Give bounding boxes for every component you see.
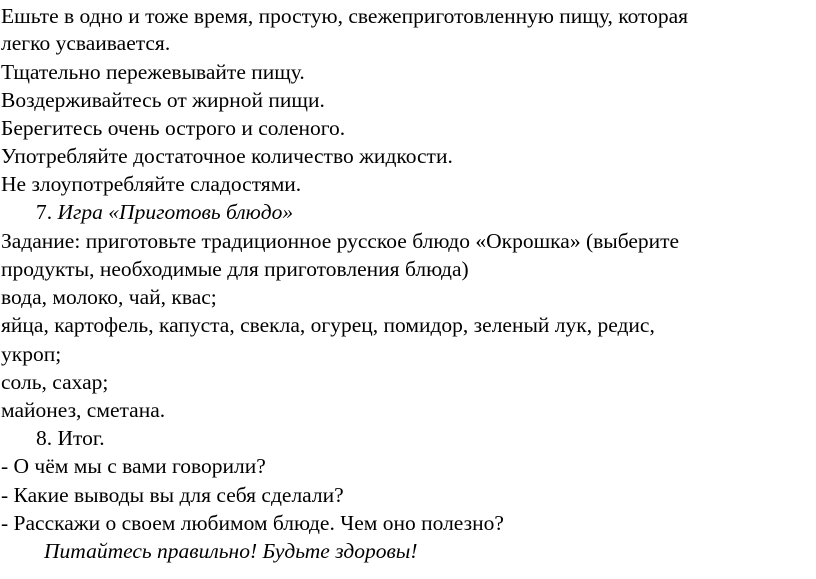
text-line: Не злоупотребляйте сладостями. [1,172,302,196]
section-number: 7. [36,200,53,224]
text-line: Тщательно пережевывайте пищу. [1,60,305,84]
task-line: Задание: приготовьте традиционное русское блюдо «Окрошка» (выберите [1,229,680,253]
task-line: соль, сахар; [1,370,109,394]
section-heading-8 [36,425,105,452]
text-line: Употребляйте достаточное количество жидкости. [1,144,453,168]
task-line: майонез, сметана. [1,398,166,422]
question-line: - Какие выводы вы для себя сделали? [1,483,344,507]
section-title: Игра «Приготовь блюдо» [57,200,294,224]
text-line: легко усваивается. [1,31,171,55]
task-line: вода, молоко, чай, квас; [1,285,217,309]
text-line: Берегитесь очень острого и соленого. [1,116,346,140]
task-line: укроп; [1,342,62,366]
text-line: Воздерживайтесь от жирной пищи. [1,88,325,112]
section-title: Итог. [57,426,105,450]
question-line: - Расскажи о своем любимом блюде. Чем оно полезно? [1,511,504,535]
task-line: продукты, необходимые для приготовления блюда) [1,257,469,281]
section-number: 8. [36,426,53,450]
text-line: Ешьте в одно и тоже время, простую, свежеприготовленную пищу, которая [1,4,689,28]
section-heading-7 [36,199,293,226]
question-line: - О чём мы с вами говорили? [1,454,266,478]
task-line: яйца, картофель, капуста, свекла, огурец, помидор, зеленый лук, редис, [1,313,655,337]
closing-line: Питайтесь правильно! Будьте здоровы! [44,539,418,563]
